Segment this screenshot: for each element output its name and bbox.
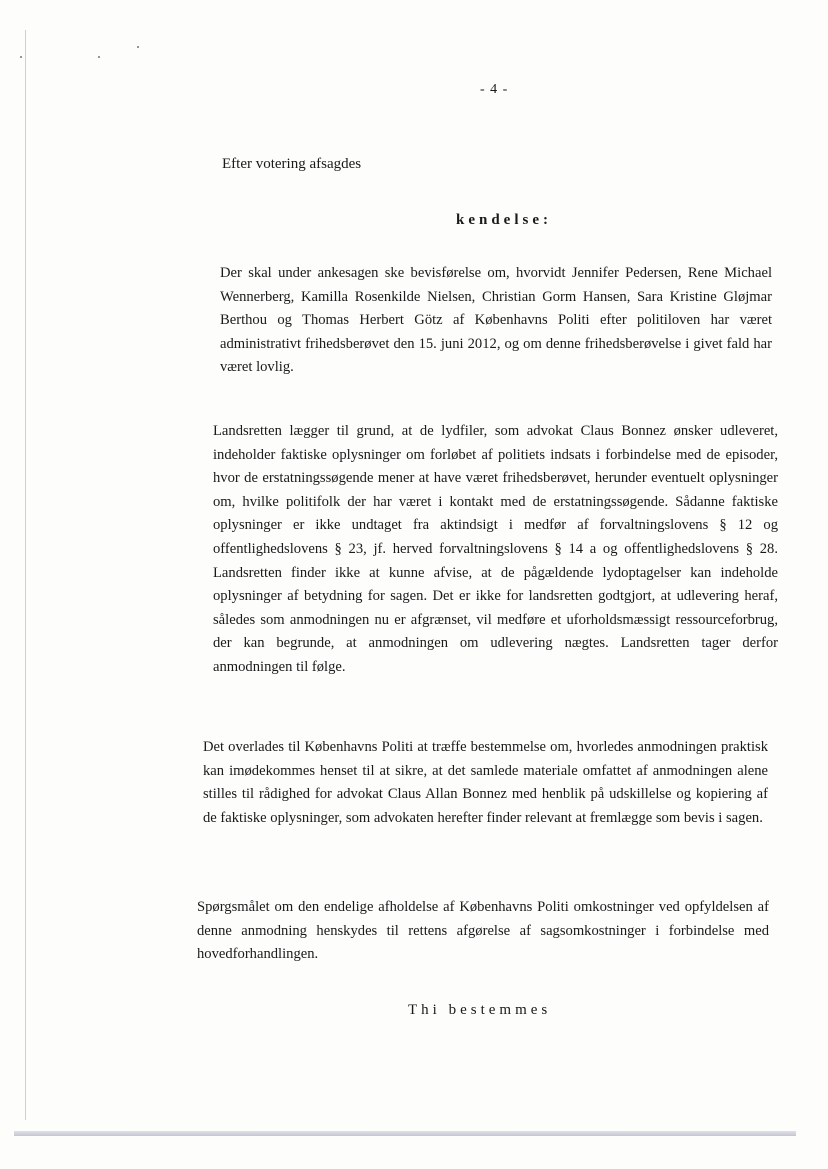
scan-margin-line [25,30,26,1120]
intro-line: Efter votering afsagdes [222,156,362,172]
paragraph-court-reasoning: Landsretten lægger til grund, at de lydfiler, som advokat Claus Bonnez ønsker udleveret, indeholder faktiske oplysninger om forløbet af politiets indsats i forbindelse med de episoder, hvor de erstatningssøgende mener at have været frihedsberøvet, herunder eventuelt oplysninger om, hvilke politifolk der har været i kontakt med de erstatningssøgende. Sådanne faktiske oplysninger er ikke undtaget fra aktindsigt i medfør af forvaltningslovens § 12 og offentlighedslovens § 23, jf. herved forvaltningslovens § 14 a og offentlighedslovens § 28. Landsretten finder ikke at kunne afvise, at de pågældende lydoptagelser kan indeholde oplysninger af betydning for sagen. Det er ikke for landsretten godtgjort, at udlevering heraf, således som anmodningen nu er afgrænset, vil medføre et uforholdsmæssigt ressourceforbrug, der kan begrunde, at anmodningen om udlevering nægtes. Landsretten tager derfor anmodningen til følge. [213,423,778,675]
scan-speck [137,46,139,48]
scan-speck [20,56,22,58]
page-number: - 4 - [480,82,509,97]
paragraph-police-decision: Det overlades til Københavns Politi at træffe bestemmelse om, hvorledes anmodningen praktisk kan imødekommes henset til at sikre, at det samlede materiale omfattet af anmodningen alene stilles til rådighed for advokat Claus Allan Bonnez med henblik på udskillelse og kopiering af de faktiske oplysninger, som advokaten herefter finder relevant at fremlægge som bevis i sagen. [203,739,768,826]
paragraph-evidence: Der skal under ankesagen ske bevisførelse om, hvorvidt Jennifer Pedersen, Rene Michael Wennerberg, Kamilla Rosenkilde Nielsen, Christian Gorm Hansen, Sara Kristine Gløjmar Berthou og Thomas Herbert Götz af Københavns Politi efter politiloven har været administrativt frihedsberøvet den 15. juni 2012, og om denne frihedsberøvelse i givet fald har været lovlig. [220,265,772,376]
scan-speck [98,56,100,58]
closing-line: Thi bestemmes [408,1002,552,1018]
scan-bottom-line [14,1131,796,1136]
paragraph-costs: Spørgsmålet om den endelige afholdelse af Københavns Politi omkostninger ved opfyldelsen af denne anmodning henskydes til rettens afgørelse af sagsomkostninger i forbindelse med hovedforhandlingen. [197,899,769,963]
ruling-heading: kendelse: [456,212,552,228]
